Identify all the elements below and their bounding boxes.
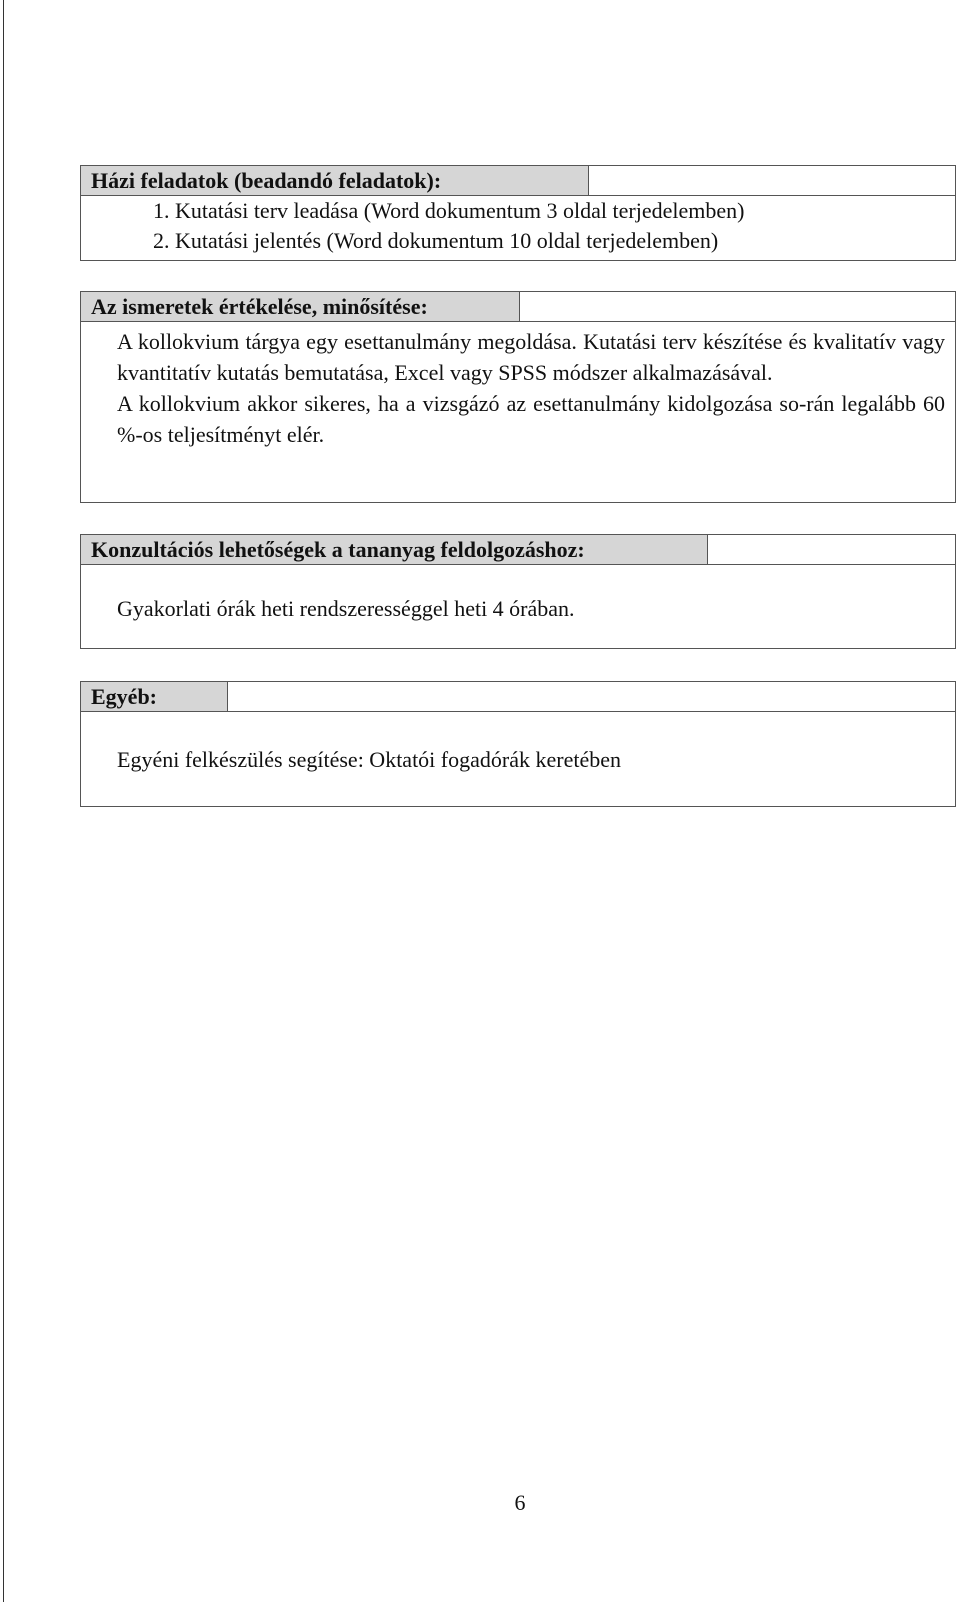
other-section <box>80 681 956 807</box>
consultation-header-blank <box>708 535 955 564</box>
evaluation-paragraph-1: A kollokvium tárgya egy esettanulmány megoldása. Kutatási terv készítése és kvalitatív vagy kvantitatív kutatás bemutatása, Excel vagy SPSS módszer alkalmazásával. <box>117 329 945 385</box>
other-title: Egyéb: <box>81 682 228 711</box>
homework-list <box>81 196 955 256</box>
evaluation-section <box>80 291 956 503</box>
evaluation-title: Az ismeretek értékelése, minősítése: <box>81 292 520 321</box>
consultation-title: Konzultációs lehetőségek a tananyag feldolgozáshoz: <box>81 535 708 564</box>
other-text: Egyéni felkészülés segítése: Oktatói fogadórák keretében <box>117 747 621 772</box>
homework-section <box>80 165 956 261</box>
page-left-edge <box>3 0 4 1602</box>
evaluation-paragraph-2: A kollokvium akkor sikeres, ha a vizsgázó az esettanulmány kidolgozása so-rán legalább 60 %-os teljesítményt elér. <box>117 391 945 447</box>
homework-header-row <box>81 166 955 196</box>
homework-title: Házi feladatok (beadandó feladatok): <box>81 166 589 195</box>
other-header-blank <box>228 682 955 711</box>
evaluation-header-blank <box>520 292 955 321</box>
other-header-row <box>81 682 955 712</box>
evaluation-header-row <box>81 292 955 322</box>
homework-item-2: 2. Kutatási jelentés (Word dokumentum 10 oldal terjedelemben) <box>153 228 719 253</box>
page-number: 6 <box>514 1490 526 1515</box>
homework-header-blank <box>589 166 955 195</box>
consultation-text: Gyakorlati órák heti rendszerességgel heti 4 órában. <box>117 596 575 621</box>
consultation-section <box>80 534 956 649</box>
homework-item-1: 1. Kutatási terv leadása (Word dokumentum 3 oldal terjedelemben) <box>153 198 745 223</box>
consultation-header-row <box>81 535 955 565</box>
